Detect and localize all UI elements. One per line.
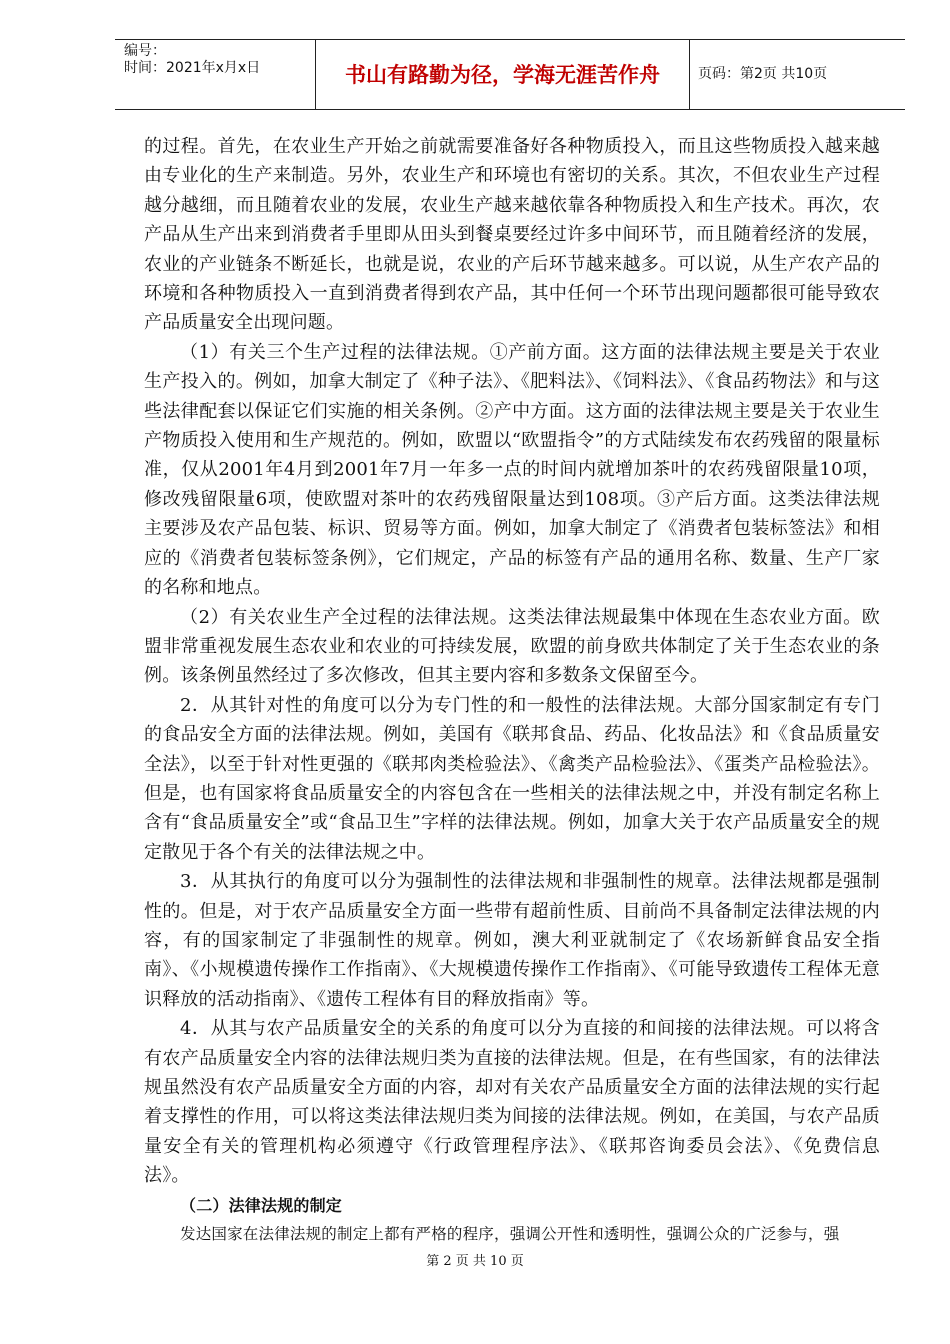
header-motto: 书山有路勤为径，学海无涯苦作舟 — [315, 40, 690, 109]
page-header — [115, 39, 905, 110]
document-time-label: 时间：2021年x月x日 — [124, 60, 261, 76]
body-paragraph: 4．从其与农产品质量安全的关系的角度可以分为直接的和间接的法律法规。可以将含有农产品质量安全内容的法律法规归类为直接的法律法规。但是，在有些国家，有的法律法规虽然没有农产品质量安全方面的内容，却对有关农产品质量安全方面的法律法规的实行起着支撑性的作用，可以将这类法律法规归类为间接的法律法规。例如，在美国，与农产品质量安全有关的管理机构必须遵守《行政管理程序法》、《联邦咨询委员会法》、《免费信息法》。 — [144, 1018, 880, 1187]
header-meta — [115, 40, 315, 109]
body-paragraph: （1）有关三个生产过程的法律法规。①产前方面。这方面的法律法规主要是关于农业生产投入的。例如，加拿大制定了《种子法》、《肥料法》、《饲料法》、《食品药物法》和与这些法律配套以保证它们实施的相关条例。②产中方面。这方面的法律法规主要是关于农业生产物质投入使用和生产规范的。例如，欧盟以“欧盟指令”的方式陆续发布农药残留的限量标准，仅从2001年4月到2001年7月一年多一点的时间内就增加茶叶的农药残留限量10项，修改残留限量6项，使欧盟对茶叶的农药残留限量达到108项。③产后方面。这类法律法规主要涉及农产品包装、标识、贸易等方面。例如，加拿大制定了《消费者包装标签法》和相应的《消费者包装标签条例》，它们规定，产品的标签有产品的通用名称、数量、生产厂家的名称和地点。 — [144, 341, 880, 599]
body-paragraph: 3．从其执行的角度可以分为强制性的法律法规和非强制性的规章。法律法规都是强制性的。但是，对于农产品质量安全方面一些带有超前性质、目前尚不具备制定法律法规的内容，有的国家制定了非强制性的规章。例如，澳大利亚就制定了《农场新鲜食品安全指南》、《小规模遗传操作工作指南》、《大规模遗传操作工作指南》、《可能导致遗传工程体无意识释放的活动指南》、《遗传工程体有目的释放指南》等。 — [144, 871, 880, 1010]
document-number-label: 编号： — [124, 43, 166, 59]
section-heading: （二）法律法规的制定 — [180, 1195, 343, 1215]
document-body — [144, 132, 880, 1249]
page-footer: 第 2 页 共 10 页 — [426, 1254, 524, 1269]
body-paragraph-last: 发达国家在法律法规的制定上都有严格的程序，强调公开性和透明性，强调公众的广泛参与，强 — [180, 1225, 840, 1244]
body-paragraph: 2．从其针对性的角度可以分为专门性的和一般性的法律法规。大部分国家制定有专门的食品安全方面的法律法规。例如，美国有《联邦食品、药品、化妆品法》和《食品质量安全法》，以至于针对性更强的《联邦肉类检验法》、《禽类产品检验法》、《蛋类产品检验法》。但是，也有国家将食品质量安全的内容包含在一些相关的法律法规之中，并没有制定名称上含有“食品质量安全”或“食品卫生”字样的法律法规。例如，加拿大关于农产品质量安全的规定散见于各个有关的法律法规之中。 — [144, 694, 880, 863]
body-paragraph: （2）有关农业生产全过程的法律法规。这类法律法规最集中体现在生态农业方面。欧盟非常重视发展生态农业和农业的可持续发展，欧盟的前身欧共体制定了关于生态农业的条例。该条例虽然经过了多次修改，但其主要内容和多数条文保留至今。 — [144, 606, 880, 687]
header-page-info: 页码：第2页 共10页 — [698, 66, 828, 82]
body-paragraph: 的过程。首先，在农业生产开始之前就需要准备好各种物质投入，而且这些物质投入越来越由专业化的生产来制造。另外，农业生产和环境也有密切的关系。其次，不但农业生产过程越分越细，而且随着农业的发展，农业生产越来越依靠各种物质投入和生产技术。再次，农产品从生产出来到消费者手里即从田头到餐桌要经过许多中间环节，而且随着经济的发展，农业的产业链条不断延长，也就是说，农业的产后环节越来越多。可以说，从生产农产品的环境和各种物质投入一直到消费者得到农产品，其中任何一个环节出现问题都很可能导致农产品质量安全出现问题。 — [144, 136, 880, 334]
